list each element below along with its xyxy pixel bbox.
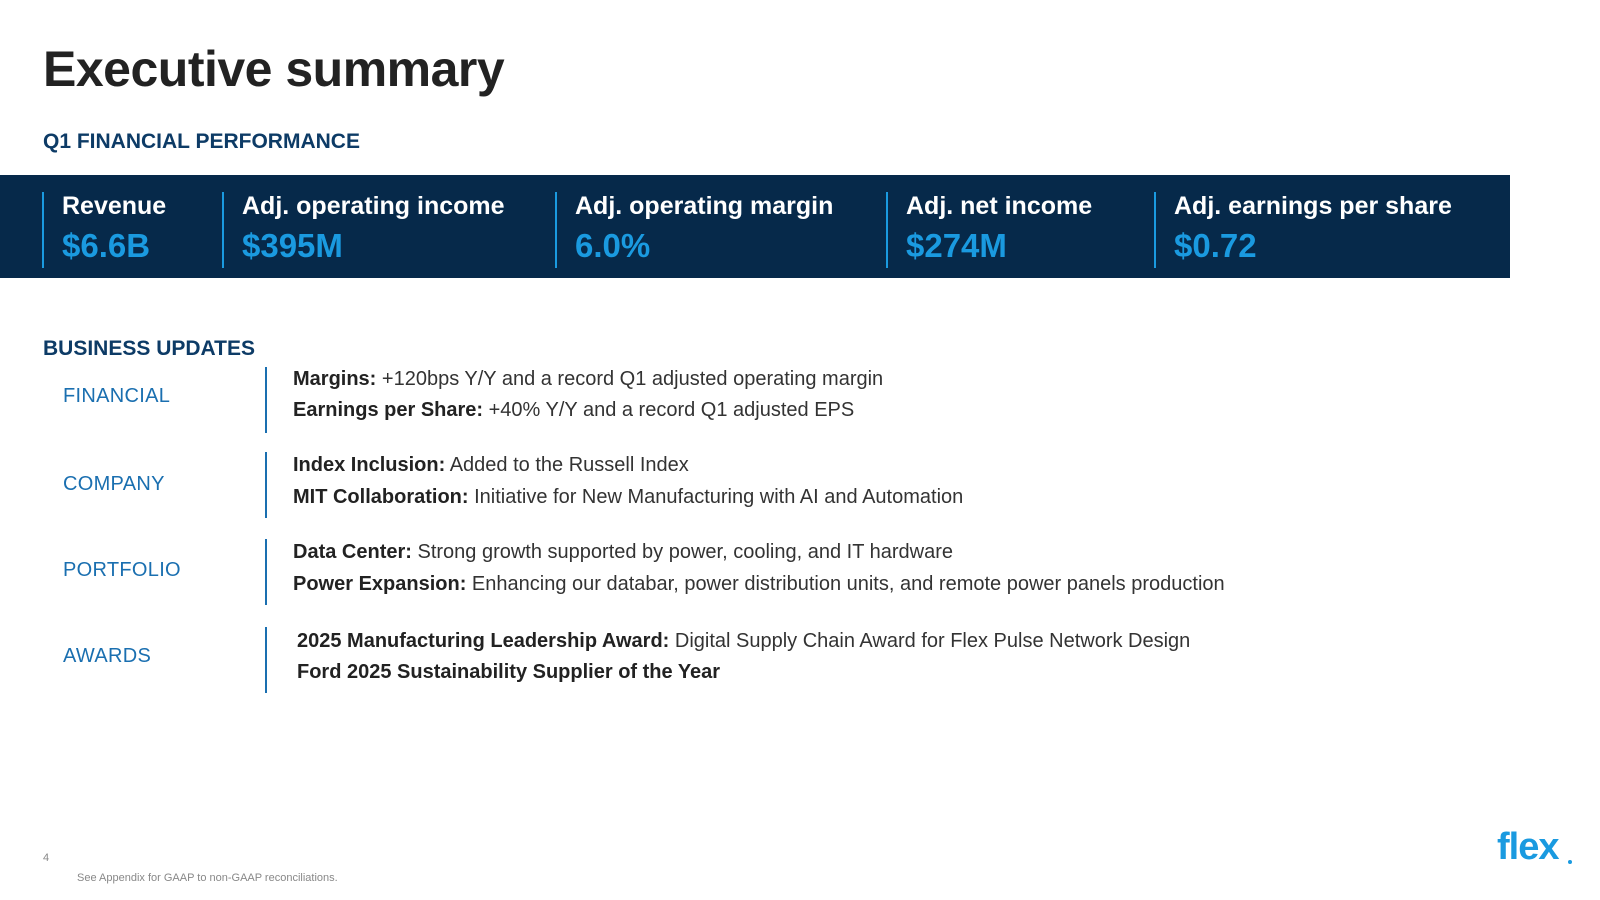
- update-item-text: Added to the Russell Index: [445, 454, 689, 476]
- update-divider: [265, 539, 267, 605]
- kpi-label: Adj. operating income: [242, 192, 505, 220]
- financial-performance-heading: Q1 FINANCIAL PERFORMANCE: [43, 130, 360, 153]
- update-category: FINANCIAL: [63, 385, 171, 407]
- update-group-company: [0, 452, 1500, 518]
- page-title: Executive summary: [43, 41, 505, 97]
- update-item-title: Index Inclusion:: [293, 454, 446, 476]
- update-item-text: +120bps Y/Y and a record Q1 adjusted operating margin: [376, 368, 884, 390]
- update-item-text: Strong growth supported by power, cooling, and IT hardware: [411, 541, 953, 563]
- kpi-label: Revenue: [62, 192, 167, 220]
- update-group-financial: [0, 367, 1500, 433]
- update-item-title: Data Center:: [293, 541, 412, 563]
- update-divider: [265, 367, 267, 433]
- flex-logo: flex: [1497, 826, 1559, 868]
- kpi-label: Adj. net income: [906, 192, 1093, 220]
- update-item: [293, 486, 963, 509]
- update-item: [293, 573, 1225, 596]
- kpi-adj-earnings-per-share: [1154, 192, 1452, 268]
- update-item-title: Earnings per Share:: [293, 399, 484, 421]
- update-item: [293, 368, 883, 391]
- kpi-adj-operating-income: [222, 192, 505, 268]
- update-item: [297, 661, 720, 684]
- update-divider: [265, 627, 267, 693]
- kpi-revenue: [42, 192, 166, 268]
- update-divider: [265, 452, 267, 518]
- update-item-text: Initiative for New Manufacturing with AI and Automation: [468, 486, 964, 508]
- update-group-awards: [0, 627, 1500, 693]
- kpi-adj-operating-margin: [555, 192, 833, 268]
- update-group-portfolio: [0, 539, 1500, 605]
- update-category: COMPANY: [63, 473, 165, 495]
- update-item-text: Digital Supply Chain Award for Flex Pulse Network Design: [669, 630, 1191, 652]
- update-item-title: Ford 2025 Sustainability Supplier of the Year: [297, 661, 721, 683]
- flex-logo-dot: [1568, 860, 1572, 864]
- update-item-title: Power Expansion:: [293, 573, 467, 595]
- kpi-value: $6.6B: [62, 227, 151, 264]
- update-item-title: MIT Collaboration:: [293, 486, 469, 508]
- kpi-label: Adj. earnings per share: [1174, 192, 1452, 220]
- update-item-title: Margins:: [293, 368, 377, 390]
- page-number: 4: [43, 852, 50, 864]
- update-item: [297, 630, 1190, 653]
- update-category: AWARDS: [63, 645, 152, 667]
- kpi-value: $395M: [242, 227, 343, 264]
- kpi-adj-net-income: [886, 192, 1092, 268]
- update-item: [293, 541, 953, 564]
- kpi-label: Adj. operating margin: [575, 192, 834, 220]
- kpi-value: 6.0%: [575, 227, 651, 264]
- update-item-text: +40% Y/Y and a record Q1 adjusted EPS: [483, 399, 855, 421]
- update-item-text: Enhancing our databar, power distribution units, and remote power panels production: [466, 573, 1225, 595]
- kpi-band: [0, 175, 1510, 278]
- kpi-value: $274M: [906, 227, 1007, 264]
- footnote: See Appendix for GAAP to non-GAAP reconciliations.: [77, 872, 338, 884]
- update-item-title: 2025 Manufacturing Leadership Award:: [297, 630, 670, 652]
- kpi-value: $0.72: [1174, 227, 1257, 264]
- business-updates-heading: BUSINESS UPDATES: [43, 337, 255, 360]
- update-item: [293, 399, 854, 422]
- update-category: PORTFOLIO: [63, 559, 181, 581]
- update-item: [293, 454, 689, 477]
